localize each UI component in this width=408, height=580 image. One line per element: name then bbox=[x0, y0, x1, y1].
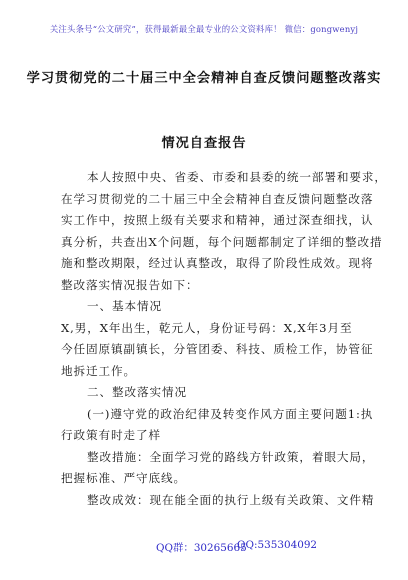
body-line: 把握标准、严守底线。 bbox=[61, 471, 186, 485]
body-line: X,男，X年出生，乾元人，身份证号码：X,X年3月至 bbox=[61, 320, 353, 335]
document-body bbox=[61, 167, 387, 511]
body-line: 实工作中，按照上级有关要求和精神，通过深查细找，认 bbox=[61, 213, 374, 227]
document-title-line-1: 学习贯彻党的二十届三中全会精神自查反馈问题整改落实 bbox=[26, 71, 382, 86]
body-line: 真分析，共查出X个问题，每个问题都制定了详细的整改措 bbox=[61, 234, 383, 249]
body-line: 行政策有时走了样 bbox=[61, 428, 161, 442]
body-line: 在学习贯彻党的二十届三中全会精神自查反馈问题整改落 bbox=[61, 191, 374, 206]
footer-qq-number: QQ:535304092 bbox=[237, 539, 318, 551]
body-line: 整改措施：全面学习党的路线方针政策，着眼大局， bbox=[87, 449, 375, 464]
body-line: 今任固原镇副镇长，分管团委、科技、质检工作，协管征 bbox=[61, 342, 374, 356]
header-banner: 关注头条号“公文研究”，获得最新最全最专业的公文资料库！ 微信：gongwenyj bbox=[49, 24, 359, 34]
body-line: 施和整改期限，经过认真整改，取得了阶段性成效。现将 bbox=[61, 256, 374, 270]
body-line: 整改成效：现在能全面的执行上级有关政策、文件精 bbox=[87, 492, 375, 507]
document-title-line-2: 情况自查报告 bbox=[161, 136, 247, 151]
body-line: 整改落实情况报告如下： bbox=[61, 277, 199, 292]
footer-contact bbox=[0, 539, 408, 553]
body-line: (一)遵守党的政治纪律及转变作风方面主要问题1:执 bbox=[87, 406, 374, 421]
section-heading: 一、基本情况 bbox=[87, 299, 162, 313]
section-heading: 二、整改落实情况 bbox=[87, 385, 187, 399]
footer-qq-group: QQ群：30265665 bbox=[156, 542, 247, 554]
body-line: 本人按照中央、省委、市委和县委的统一部署和要求， bbox=[87, 170, 387, 184]
body-line: 地拆迁工作。 bbox=[61, 363, 136, 378]
